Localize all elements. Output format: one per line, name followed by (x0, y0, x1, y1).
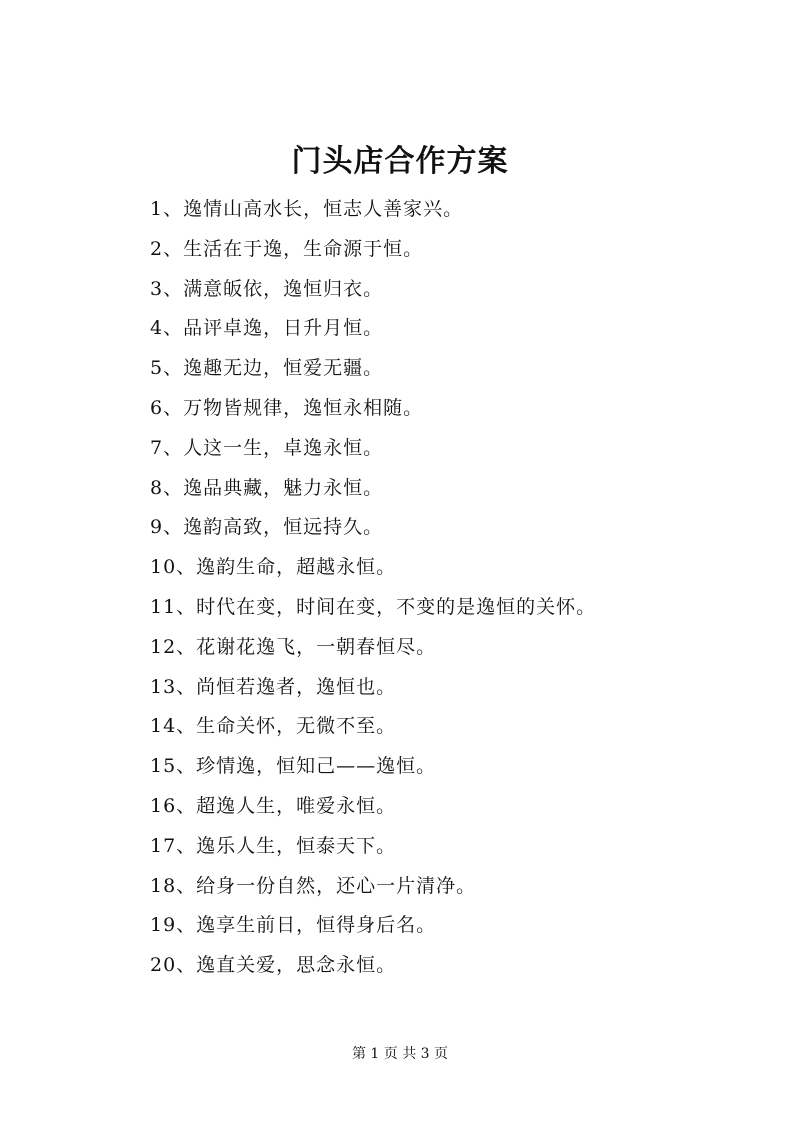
list-item: 12、花谢花逸飞，一朝春恒尽。 (150, 635, 437, 658)
list-item: 3、满意皈依，逸恒归衣。 (150, 277, 384, 300)
list-item: 2、生活在于逸，生命源于恒。 (150, 237, 424, 260)
page-footer: 第 1 页 共 3 页 (351, 1046, 449, 1062)
list-item: 16、超逸人生，唯爱永恒。 (150, 794, 397, 817)
list-item: 19、逸享生前日，恒得身后名。 (150, 914, 437, 937)
list-item: 18、给身一份自然，还心一片清净。 (150, 874, 477, 897)
list-item: 9、逸韵高致，恒远持久。 (150, 516, 384, 539)
list-item: 14、生命关怀，无微不至。 (150, 715, 397, 738)
list-item: 17、逸乐人生，恒泰天下。 (150, 834, 397, 857)
list-item: 6、万物皆规律，逸恒永相随。 (150, 396, 424, 419)
list-item: 13、尚恒若逸者，逸恒也。 (150, 675, 397, 698)
list-item: 10、逸韵生命，超越永恒。 (150, 556, 397, 579)
list-item: 8、逸品典藏，魅力永恒。 (150, 476, 384, 499)
slogan-list (150, 190, 770, 986)
list-item: 4、品评卓逸，日升月恒。 (150, 317, 384, 340)
list-item: 15、珍情逸，恒知己——逸恒。 (150, 755, 437, 778)
list-item: 11、时代在变，时间在变，不变的是逸恒的关怀。 (150, 595, 597, 618)
list-item: 7、人这一生，卓逸永恒。 (150, 436, 384, 459)
list-item: 5、逸趣无边，恒爱无疆。 (150, 357, 384, 380)
document-title: 门头店合作方案 (291, 144, 509, 179)
list-item: 1、逸情山高水长，恒志人善家兴。 (150, 198, 464, 220)
list-item: 20、逸直关爱，思念永恒。 (150, 954, 397, 977)
